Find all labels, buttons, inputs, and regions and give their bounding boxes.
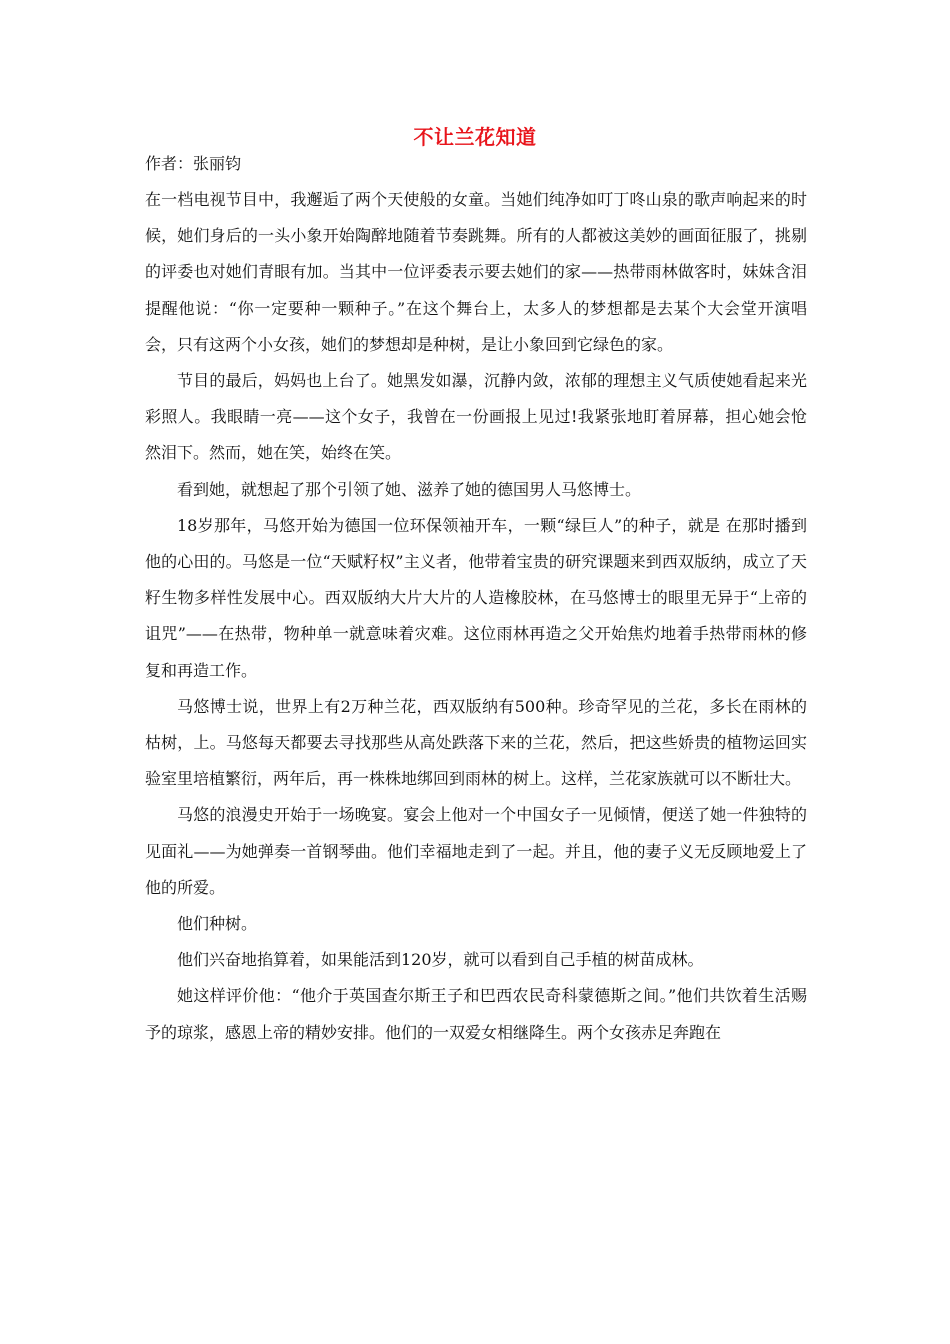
paragraph-8: 他们兴奋地掐算着，如果能活到120岁，就可以看到自己手植的树苗成林。 — [177, 950, 704, 970]
paragraph-3: 看到她，就想起了那个引领了她、滋养了她的德国男人马悠博士。 — [177, 479, 642, 499]
paragraph-4: 18岁那年，马悠开始为德国一位环保领袖开车，一颗“绿巨人”的种子，就是 在那时播到他的心田的。马悠是一位“天赋籽权”主义者，他带着宝贵的研究课题来到西双版纳，成立了天籽生物多样性发展中心。西双版纳大片大片的人造橡胶林，在马悠博士的眼里无异于“上帝的诅咒”——在热带，物种单一就意味着灾难。这位雨林再造之父开始焦灼地着手热带雨林的修复和再造工作。 — [145, 515, 807, 680]
document-title: 不让兰花知道 — [413, 125, 537, 149]
paragraph-1: 在一档电视节目中，我邂逅了两个天使般的女童。当她们纯净如叮丁咚山泉的歌声响起来的时候，她们身后的一头小象开始陶醉地随着节奏跳舞。所有的人都被这美妙的画面征服了，挑剔的评委也对她们青眼有加。当其中一位评委表示要去她们的家——热带雨林做客时，妹妹含泪提醒他说：“你一定要种一颗种子。”在这个舞台上，太多人的梦想都是去某个大会堂开演唱会，只有这两个小女孩，她们的梦想却是种树，是让小象回到它绿色的家。 — [145, 190, 807, 354]
paragraph-5: 马悠博士说，世界上有2万种兰花，西双版纳有500种。珍奇罕见的兰花，多长在雨林的枯树，上。马悠每天都要去寻找那些从高处跌落下来的兰花，然后，把这些娇贵的植物运回实验室里培植繁衍，两年后，再一株株地绑回到雨林的树上。这样，兰花家族就可以不断壮大。 — [145, 696, 807, 789]
paragraph-6: 马悠的浪漫史开始于一场晚宴。宴会上他对一个中国女子一见倾情，便送了她一件独特的见面礼——为她弹奏一首钢琴曲。他们幸福地走到了一起。并且，他的妻子义无反顾地爱上了他的所爱。 — [145, 805, 807, 897]
document-author: 作者：张丽钧 — [145, 154, 242, 173]
document-body — [145, 182, 807, 1051]
paragraph-2: 节目的最后，妈妈也上台了。她黑发如瀑，沉静内敛，浓郁的理想主义气质使她看起来光彩照人。我眼睛一亮——这个女子，我曾在一份画报上见过!我紧张地盯着屏幕，担心她会怆然泪下。然而，她在笑，始终在笑。 — [145, 371, 807, 463]
paragraph-7: 他们种树。 — [177, 914, 258, 934]
paragraph-9: 她这样评价他：“他介于英国查尔斯王子和巴西农民奇科蒙德斯之间。”他们共饮着生活赐予的琼浆，感恩上帝的精妙安排。他们的一双爱女相继降生。两个女孩赤足奔跑在 — [145, 986, 807, 1042]
